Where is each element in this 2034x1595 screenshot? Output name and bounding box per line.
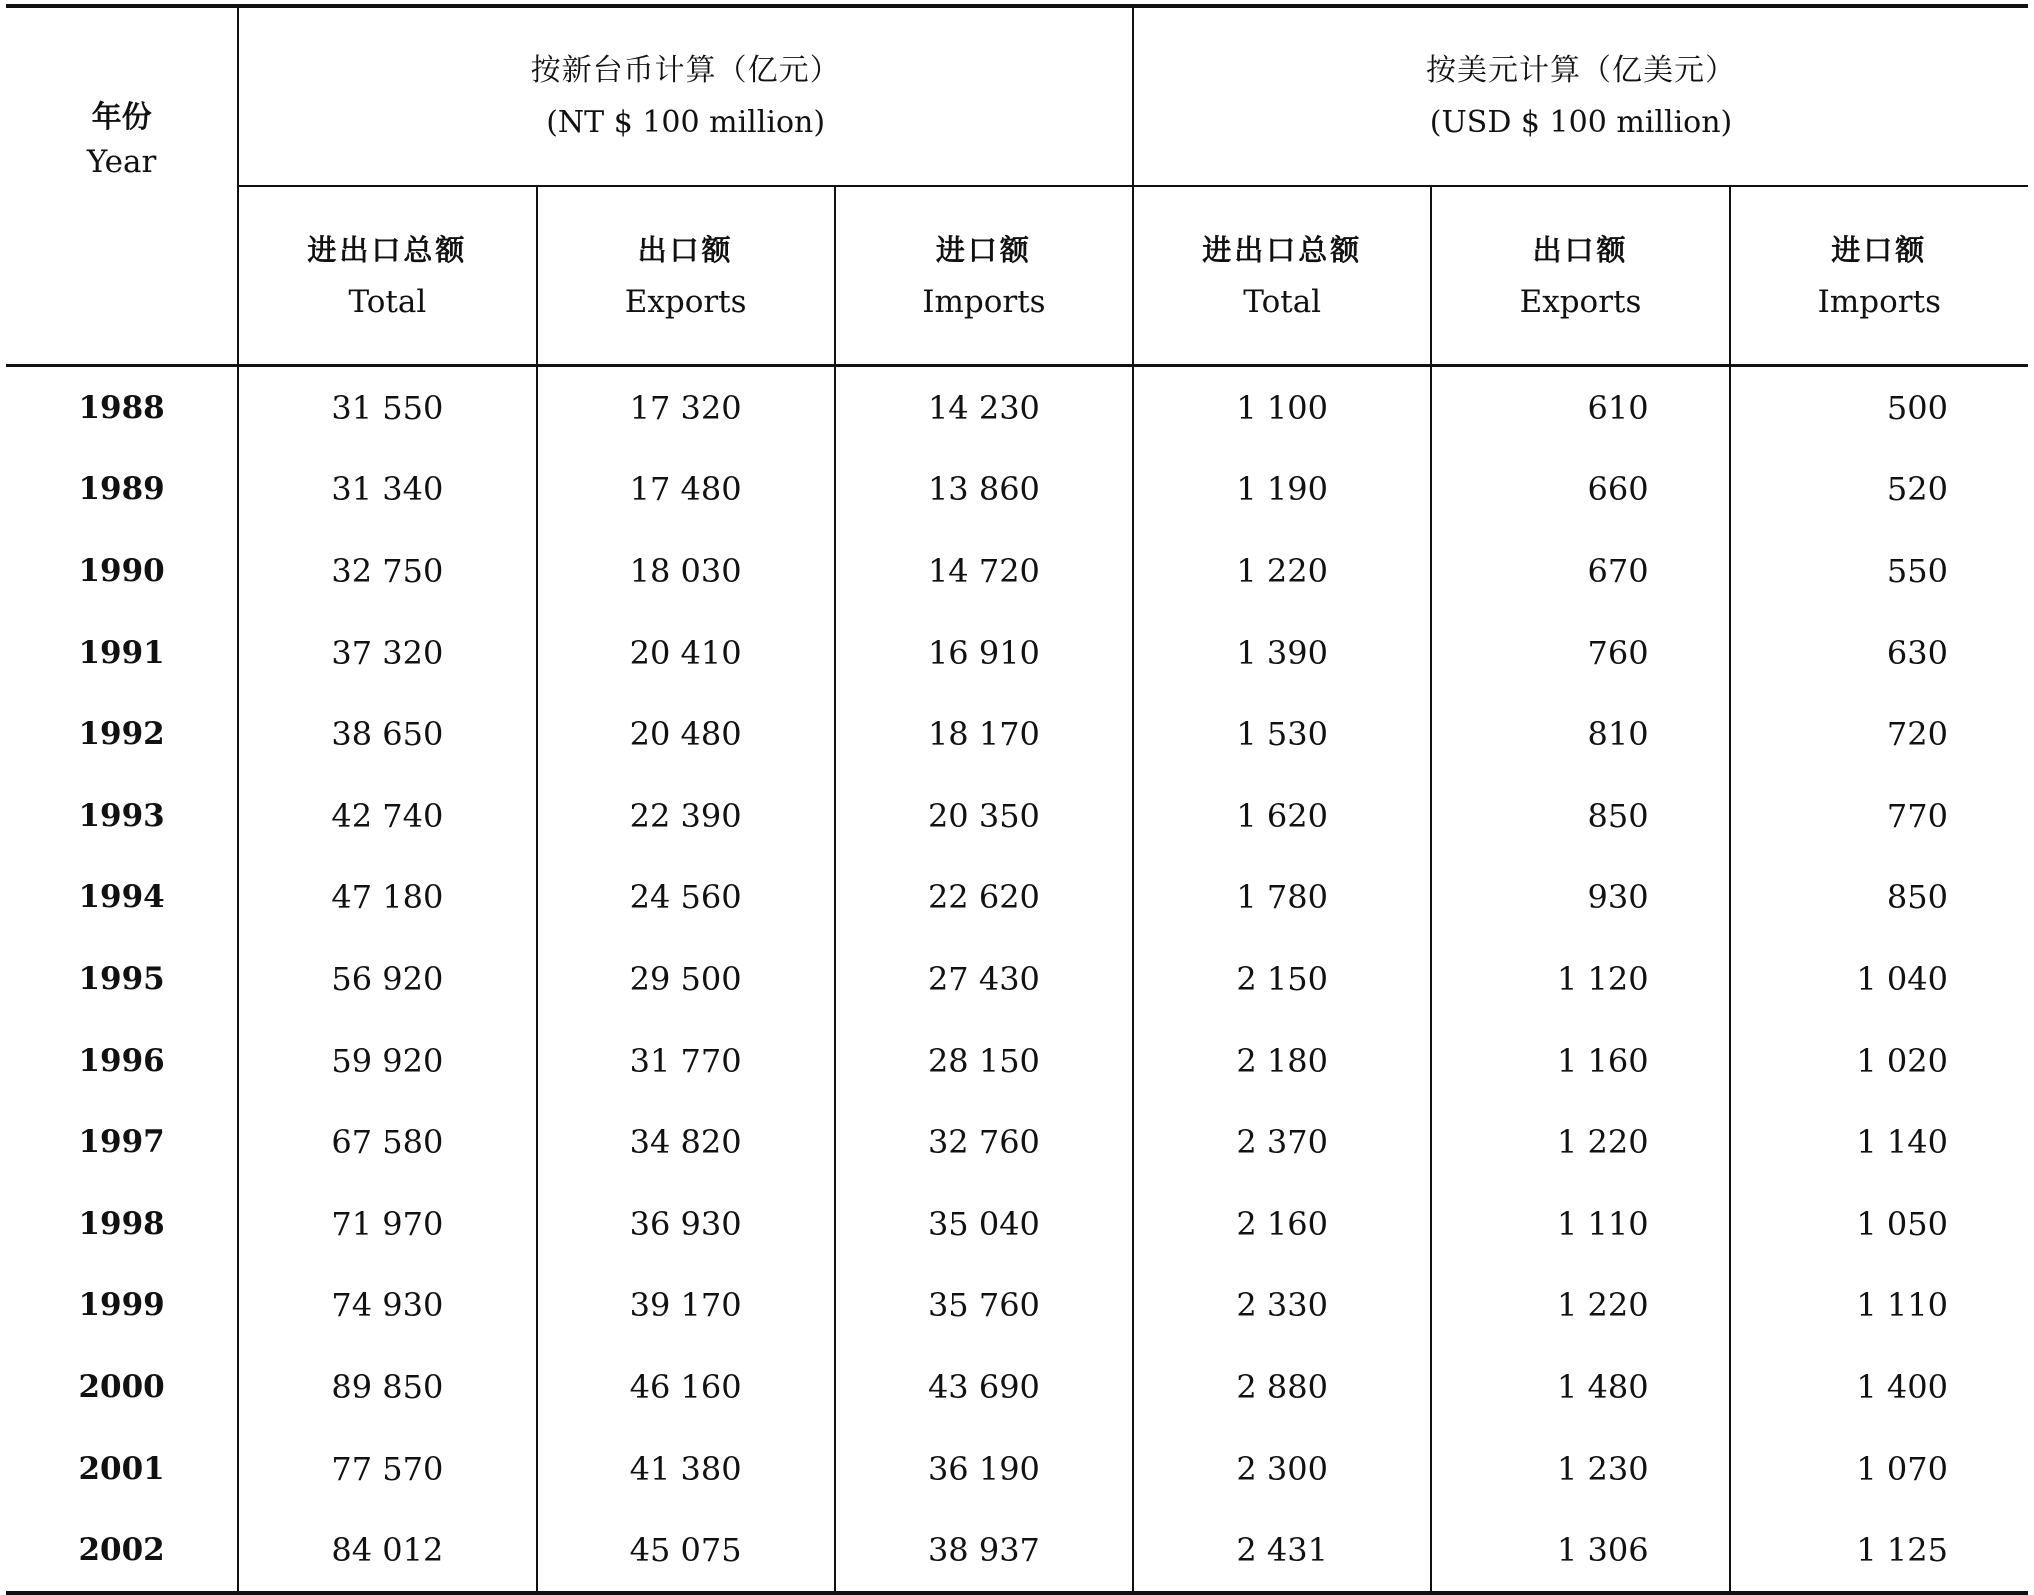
cell-nt-imports: 22 620 xyxy=(835,857,1133,939)
cell-usd-total: 2 300 xyxy=(1133,1428,1431,1510)
cell-year: 2000 xyxy=(6,1346,238,1428)
cell-usd-exports: 660 xyxy=(1431,449,1729,531)
table-row xyxy=(6,612,2028,694)
cell-nt-exports: 18 030 xyxy=(537,530,835,612)
cell-usd-total: 2 431 xyxy=(1133,1509,1431,1593)
cell-usd-total: 1 220 xyxy=(1133,530,1431,612)
trade-statistics-table xyxy=(6,4,2028,1595)
cell-nt-exports: 22 390 xyxy=(537,775,835,857)
cell-usd-exports: 810 xyxy=(1431,693,1729,775)
cell-usd-total: 2 180 xyxy=(1133,1020,1431,1102)
cell-usd-exports: 850 xyxy=(1431,775,1729,857)
group-header-ntd xyxy=(238,6,1133,186)
group-header-zh: 按美元计算（亿美元） xyxy=(1426,52,1737,88)
cell-usd-total: 2 880 xyxy=(1133,1346,1431,1428)
cell-nt-imports: 14 720 xyxy=(835,530,1133,612)
cell-nt-imports: 18 170 xyxy=(835,693,1133,775)
column-header-en: Exports xyxy=(624,283,747,320)
cell-year: 1997 xyxy=(6,1101,238,1183)
cell-nt-exports: 24 560 xyxy=(537,857,835,939)
table-row xyxy=(6,857,2028,939)
cell-usd-imports: 1 110 xyxy=(1856,1286,1948,1325)
column-header-zh: 进口额 xyxy=(1831,232,1928,267)
cell-year: 1999 xyxy=(6,1265,238,1347)
cell-usd-exports: 1 220 xyxy=(1431,1265,1729,1347)
cell-year: 1998 xyxy=(6,1183,238,1265)
cell-nt-imports: 35 040 xyxy=(835,1183,1133,1265)
cell-nt-total: 59 920 xyxy=(238,1020,536,1102)
cell-nt-exports: 20 480 xyxy=(537,693,835,775)
year-header-en: Year xyxy=(86,144,157,180)
cell-usd-exports: 670 xyxy=(1431,530,1729,612)
cell-usd-imports: 720 xyxy=(1886,715,1948,754)
cell-nt-total: 32 750 xyxy=(238,530,536,612)
table-row xyxy=(6,530,2028,612)
cell-nt-imports: 28 150 xyxy=(835,1020,1133,1102)
cell-usd-total: 2 150 xyxy=(1133,938,1431,1020)
cell-nt-imports: 38 937 xyxy=(835,1509,1133,1593)
cell-year: 1996 xyxy=(6,1020,238,1102)
cell-usd-exports: 1 480 xyxy=(1431,1346,1729,1428)
cell-usd-total: 2 370 xyxy=(1133,1101,1431,1183)
cell-nt-exports: 17 480 xyxy=(537,449,835,531)
cell-nt-imports: 16 910 xyxy=(835,612,1133,694)
cell-nt-total: 31 550 xyxy=(238,366,536,449)
cell-usd-imports: 1 050 xyxy=(1856,1204,1948,1243)
group-header-usd xyxy=(1133,6,2028,186)
table-row xyxy=(6,938,2028,1020)
cell-usd-exports: 1 160 xyxy=(1431,1020,1729,1102)
cell-usd-imports: 630 xyxy=(1886,633,1948,672)
cell-nt-total: 67 580 xyxy=(238,1101,536,1183)
column-header-zh: 出口额 xyxy=(1532,232,1629,267)
cell-usd-imports: 1 125 xyxy=(1730,1509,2028,1593)
cell-usd-imports: 1 020 xyxy=(1856,1041,1948,1080)
column-header-zh: 进出口总额 xyxy=(307,232,468,267)
cell-usd-total: 1 530 xyxy=(1133,693,1431,775)
cell-year: 1988 xyxy=(6,366,238,449)
cell-year: 1990 xyxy=(6,530,238,612)
column-header-usd-exports xyxy=(1431,186,1729,365)
cell-usd-imports: 1 040 xyxy=(1856,959,1948,998)
group-header-en: (USD $ 100 million) xyxy=(1429,104,1733,140)
cell-nt-imports: 35 760 xyxy=(835,1265,1133,1347)
cell-usd-imports: 1 400 xyxy=(1856,1367,1948,1406)
cell-nt-imports: 14 230 xyxy=(835,366,1133,449)
column-header-zh: 出口额 xyxy=(637,232,734,267)
column-header-nt-total xyxy=(238,186,536,365)
cell-usd-total: 1 620 xyxy=(1133,775,1431,857)
column-header-zh: 进出口总额 xyxy=(1202,232,1363,267)
cell-year: 1991 xyxy=(6,612,238,694)
group-header-zh: 按新台币计算（亿元） xyxy=(530,52,841,88)
cell-nt-exports: 29 500 xyxy=(537,938,835,1020)
column-header-usd-imports xyxy=(1730,186,2028,365)
column-header-nt-imports xyxy=(835,186,1133,365)
cell-year: 2001 xyxy=(6,1428,238,1510)
table-row xyxy=(6,366,2028,449)
cell-nt-imports: 20 350 xyxy=(835,775,1133,857)
table-body xyxy=(6,366,2028,1593)
cell-usd-exports: 1 230 xyxy=(1431,1428,1729,1510)
cell-nt-total: 56 920 xyxy=(238,938,536,1020)
year-header-zh: 年份 xyxy=(91,100,152,135)
table-row xyxy=(6,1020,2028,1102)
table-row xyxy=(6,1101,2028,1183)
cell-nt-imports: 36 190 xyxy=(835,1428,1133,1510)
cell-usd-imports: 500 xyxy=(1886,388,1948,427)
cell-nt-exports: 46 160 xyxy=(537,1346,835,1428)
year-column-header xyxy=(6,6,238,366)
cell-usd-imports: 1 140 xyxy=(1856,1123,1948,1162)
cell-usd-exports: 760 xyxy=(1431,612,1729,694)
cell-year: 1993 xyxy=(6,775,238,857)
column-header-usd-total xyxy=(1133,186,1431,365)
table-header xyxy=(6,6,2028,366)
cell-year: 1992 xyxy=(6,693,238,775)
table-row xyxy=(6,1265,2028,1347)
cell-usd-imports: 550 xyxy=(1886,551,1948,590)
table-row xyxy=(6,449,2028,531)
cell-nt-total: 31 340 xyxy=(238,449,536,531)
column-header-zh: 进口额 xyxy=(935,232,1032,267)
cell-nt-exports: 45 075 xyxy=(537,1509,835,1593)
cell-usd-total: 1 780 xyxy=(1133,857,1431,939)
cell-usd-imports: 770 xyxy=(1886,796,1948,835)
cell-nt-total: 71 970 xyxy=(238,1183,536,1265)
column-header-en: Imports xyxy=(1817,283,1941,320)
cell-nt-exports: 17 320 xyxy=(537,366,835,449)
cell-usd-imports: 850 xyxy=(1886,878,1948,917)
cell-year: 2002 xyxy=(6,1509,238,1593)
column-header-en: Total xyxy=(348,283,427,320)
cell-usd-exports: 1 306 xyxy=(1431,1509,1729,1593)
cell-usd-exports: 930 xyxy=(1431,857,1729,939)
cell-usd-total: 1 100 xyxy=(1133,366,1431,449)
column-header-en: Exports xyxy=(1519,283,1642,320)
table-row xyxy=(6,693,2028,775)
cell-year: 1994 xyxy=(6,857,238,939)
column-header-en: Total xyxy=(1243,283,1322,320)
cell-usd-total: 2 330 xyxy=(1133,1265,1431,1347)
table-row xyxy=(6,1509,2028,1593)
cell-nt-total: 89 850 xyxy=(238,1346,536,1428)
cell-nt-imports: 13 860 xyxy=(835,449,1133,531)
cell-usd-total: 1 190 xyxy=(1133,449,1431,531)
cell-year: 1989 xyxy=(6,449,238,531)
cell-nt-total: 84 012 xyxy=(238,1509,536,1593)
cell-nt-exports: 36 930 xyxy=(537,1183,835,1265)
cell-nt-imports: 27 430 xyxy=(835,938,1133,1020)
cell-nt-total: 77 570 xyxy=(238,1428,536,1510)
cell-nt-exports: 20 410 xyxy=(537,612,835,694)
cell-nt-exports: 39 170 xyxy=(537,1265,835,1347)
cell-usd-exports: 610 xyxy=(1431,366,1729,449)
cell-nt-total: 38 650 xyxy=(238,693,536,775)
cell-usd-exports: 1 120 xyxy=(1431,938,1729,1020)
cell-nt-exports: 31 770 xyxy=(537,1020,835,1102)
cell-nt-total: 37 320 xyxy=(238,612,536,694)
cell-usd-total: 2 160 xyxy=(1133,1183,1431,1265)
cell-nt-total: 74 930 xyxy=(238,1265,536,1347)
group-header-en: (NT $ 100 million) xyxy=(546,104,826,140)
table-row xyxy=(6,1183,2028,1265)
table-row xyxy=(6,1428,2028,1510)
cell-nt-total: 47 180 xyxy=(238,857,536,939)
cell-nt-exports: 41 380 xyxy=(537,1428,835,1510)
cell-usd-imports: 520 xyxy=(1886,470,1948,509)
table-row xyxy=(6,1346,2028,1428)
table-row xyxy=(6,775,2028,857)
cell-nt-total: 42 740 xyxy=(238,775,536,857)
column-header-nt-exports xyxy=(537,186,835,365)
cell-nt-imports: 32 760 xyxy=(835,1101,1133,1183)
cell-usd-exports: 1 110 xyxy=(1431,1183,1729,1265)
cell-usd-exports: 1 220 xyxy=(1431,1101,1729,1183)
cell-nt-imports: 43 690 xyxy=(835,1346,1133,1428)
cell-usd-imports: 1 070 xyxy=(1856,1449,1948,1488)
cell-year: 1995 xyxy=(6,938,238,1020)
cell-usd-total: 1 390 xyxy=(1133,612,1431,694)
cell-nt-exports: 34 820 xyxy=(537,1101,835,1183)
column-header-en: Imports xyxy=(922,283,1046,320)
